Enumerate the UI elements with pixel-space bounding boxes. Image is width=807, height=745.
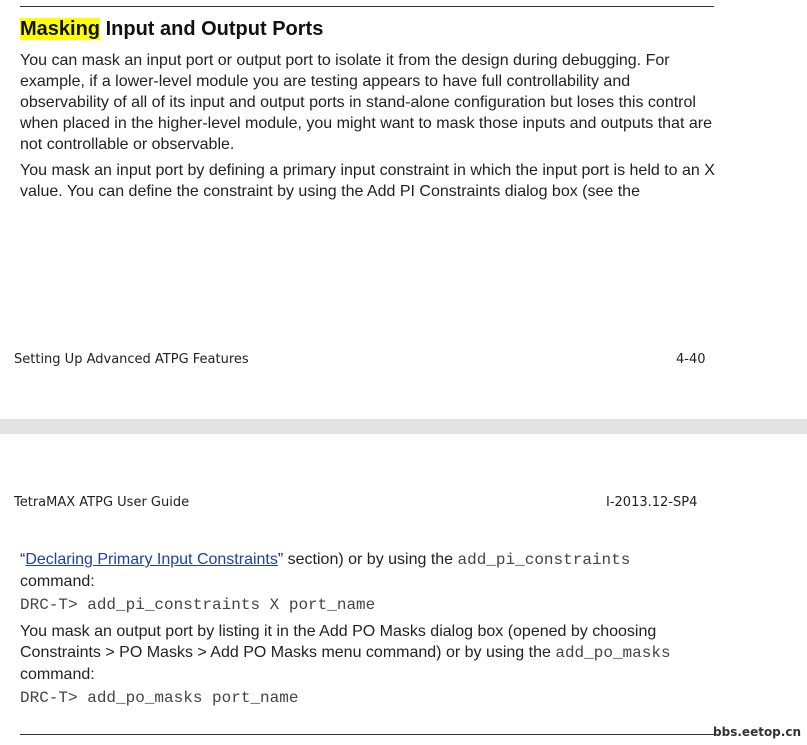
- top-rule: [20, 6, 714, 7]
- page-header-title: TetraMAX ATPG User Guide: [14, 495, 190, 510]
- command-word-2: command:: [20, 666, 95, 683]
- section-heading: [20, 18, 323, 41]
- bottom-rule: [20, 734, 714, 735]
- paragraph-mask-output: [20, 621, 720, 685]
- page-header-version: I-2013.12-SP4: [606, 495, 698, 510]
- page-footer-number: 4-40: [676, 352, 706, 367]
- watermark: bbs.eetop.cn: [713, 725, 801, 739]
- open-quote: “: [20, 551, 26, 568]
- page-footer-title: Setting Up Advanced ATPG Features: [14, 352, 249, 367]
- paragraph-masking-intro: You can mask an input port or output port to isolate it from the design during debugging. For example, if a lower-level module you are testing appears to have full controllability and observability of all of its input and output ports in stand-alone configuration but loses this control when placed in the higher-level module, you might want to mask those inputs and outputs that are not controllable or observable.: [20, 52, 712, 153]
- inline-code-add-po-masks: add_po_masks: [555, 644, 671, 662]
- code-add-pi-constraints: DRC-T> add_pi_constraints X port_name: [20, 596, 376, 614]
- declaring-pi-constraints-link[interactable]: Declaring Primary Input Constraints: [25, 551, 278, 568]
- mask-output-text: You mask an output port by listing it in the Add PO Masks dialog box (opened by choosing Constraints > PO Masks > Add PO Masks menu command) or by using the: [20, 623, 657, 661]
- command-word: command:: [20, 573, 95, 590]
- page-break: [0, 419, 807, 434]
- link-suffix: ” section) or by using the: [277, 551, 458, 568]
- paragraph-pi-constraints: [20, 549, 720, 592]
- heading-rest: Input and Output Ports: [100, 18, 324, 40]
- paragraph-mask-input: You mask an input port by defining a primary input constraint in which the input port is held to an X value. You can define the constraint by using the Add PI Constraints dialog box (see the: [20, 162, 715, 200]
- inline-code-add-pi-constraints: add_pi_constraints: [457, 551, 631, 569]
- code-add-po-masks: DRC-T> add_po_masks port_name: [20, 689, 299, 707]
- heading-highlight: Masking: [20, 18, 101, 40]
